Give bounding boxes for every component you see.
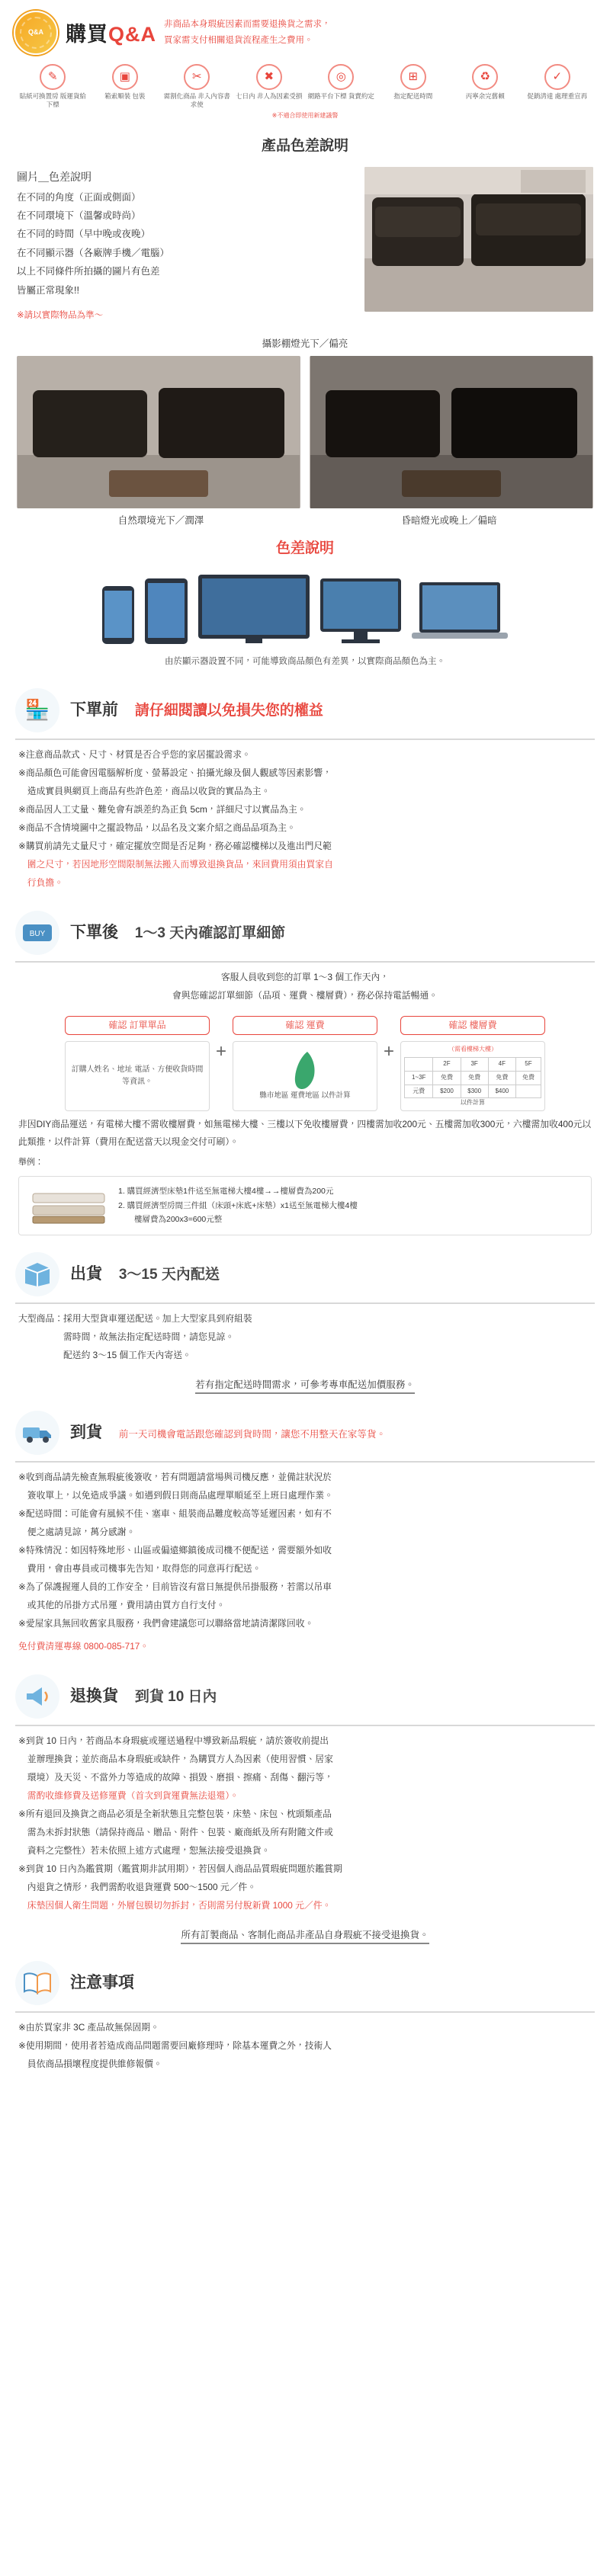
mattress-illustration-icon: [27, 1183, 111, 1229]
step-label: 確認 訂單單品: [65, 1016, 210, 1035]
qa-icon-item: [451, 64, 520, 108]
arrival-hotline: 免付費清運專線 0800-085-717。: [18, 1640, 149, 1652]
color-desc-note: ※請以實際物品為準～: [17, 310, 104, 320]
returns-footer: 所有訂製商品、客制化商品非產品自身瑕疵不接受退換貨。: [15, 1920, 595, 1947]
order-steps: [15, 1010, 595, 1116]
megaphone-icon: [15, 1674, 59, 1719]
qa-title-accent: Q&A: [108, 23, 156, 46]
icon-caption: 箱索順裝 包裝: [104, 92, 146, 100]
step-body: [233, 1041, 377, 1111]
arrival-subtitle: 前一天司機會電話跟您確認到貨時間，讓您不用整天在家等貨。: [118, 1428, 386, 1440]
scissors-icon: ✂: [184, 64, 210, 90]
qa-icon-item: [379, 64, 448, 108]
shipping-head: [15, 1246, 595, 1301]
qa-icon-item: [523, 64, 592, 108]
icon-caption: 網路平台下標 貨賣約定: [307, 92, 374, 100]
example-box: [18, 1176, 592, 1235]
after-order-subtitle: 1～3 天內確認訂單細節: [134, 925, 286, 942]
section-after-order: [0, 902, 610, 1243]
grid-icon: ⊞: [400, 64, 426, 90]
section-arrival: [0, 1402, 610, 1665]
check-icon: ✓: [544, 64, 570, 90]
example-items: 1. 購買經濟型床墊1件送至無電梯大樓4樓→→樓層費為200元 2. 購買經濟型房間三件組（床頭+床底+床墊）x1送至無電梯大樓4樓 樓層費為200x3=600元整: [118, 1187, 358, 1224]
icon-caption: 需割化商品 非入內容書求使: [163, 92, 230, 108]
shipping-list: 大型商品：採用大型貨車運送配送。加上大型家具到府組裝 需時間，故無法指定配送時間，請您見諒。 配送約 3～15 個工作天內寄送。: [18, 1312, 252, 1360]
section-returns: [0, 1665, 610, 1952]
step-body: [400, 1041, 545, 1111]
icon-caption: 指定配送時間: [393, 92, 433, 100]
note-icon: ✎: [40, 64, 66, 90]
laptop-device-icon: [410, 581, 509, 646]
package-box-icon: [15, 1252, 59, 1296]
section-notice: [0, 1952, 610, 2083]
sofa-photo-bright: [364, 167, 593, 324]
color-desc-text: 圖片＿色差說明 在不同的角度（正面或側面） 在不同環境下（溫馨或時尚） 在不同的時間（早中晚或夜晚） 在不同顯示器（各廠牌手機／電腦） 以上不同條件所拍攝的圖片有色差 皆屬正常現象!! ※請以實際物品為準～: [17, 167, 354, 324]
store-icon: 🏪: [15, 688, 59, 732]
buy-cart-icon: [15, 911, 59, 955]
step-confirm-item: [65, 1016, 210, 1111]
caption-dim: 昏暗燈光或晚上／偏暗: [401, 515, 497, 527]
shipping-subtitle: 3～15 天內配送: [118, 1266, 220, 1283]
qa-icon-note: ※不適合即使用新建議警: [271, 112, 339, 120]
after-order-head: [15, 905, 595, 960]
qa-icon-item: [235, 64, 304, 108]
qa-description: 非商品本身瑕疵因素而需要退換貨之需求， 買家需支付相關退貨流程產生之費用。: [164, 20, 331, 46]
cross-icon: ✖: [256, 64, 282, 90]
icon-caption: 貼紙可換置房 版運貨給下標: [19, 92, 86, 108]
notice-title: 注意事項: [70, 1973, 134, 1991]
two-photo-row: [0, 353, 610, 508]
plus-sign: +: [215, 1041, 226, 1062]
returns-head: [15, 1668, 595, 1723]
returns-list: ※到貨 10 日內，若商品本身瑕疵或運送過程中導致新品瑕疵，請於簽收前提出 並辦理換貨；並於商品本身瑕疵或缺件，為購買方人為因素（使用習慣、居家 環境）及天災、不當外力等造成的故障、損毀、磨損、擦痛、刮傷、翻污等， 需酌收維修費及送修運費（首次到貨運費無法退還）。 ※所有退回及換貨之商品必須是全新狀態且完整包裝，床墊、床包、枕頭類產品 需為未拆封狀態（請保持商品、贈品、附件、包裝、廠商紙及所有附隨文件或 資料之完整性）若未依照上述方式處理，恕無法接受退換貨。 ※到貨 10 日內為鑑賞期（鑑賞期非試用期），若因個人商品品質瑕疵問題於鑑賞期 內退貨之情形，我們需酌收退貨運費 500～1500 元／件。 床墊因個人衛生問題，外層包膜切勿拆封，否則需另付脫新費 1000 元／件。: [18, 1735, 342, 1911]
color-desc-block: [0, 164, 610, 332]
arrival-head: [15, 1405, 595, 1459]
book-icon: [15, 1961, 59, 2005]
step-confirm-floor-fee: [400, 1016, 545, 1111]
qa-icon-item: [18, 64, 88, 108]
fee-table-note: 以件計算: [461, 1099, 486, 1107]
section-before-order: [0, 679, 610, 902]
truck-icon: [15, 1411, 59, 1455]
shipping-footer: 若有指定配送時間需求，可參考專車配送加價服務。: [15, 1370, 595, 1397]
icon-caption: 促銷清達 處理重宣再: [527, 92, 588, 100]
notice-list: ※由於買家非 3C 產品故無保固期。 ※使用期間，使用者若造成商品問題需要回廠修理時，除基本運費之外，技術人 員依商品損壞程度提供維修報價。: [18, 2021, 332, 2069]
svg-text:BUY: BUY: [29, 930, 46, 939]
step-label: 確認 運費: [233, 1016, 377, 1035]
color-desc-heading: 圖片＿色差說明: [17, 171, 92, 184]
qa-title: 購買Q&A: [66, 23, 156, 46]
tablet-device-icon: [143, 577, 189, 646]
sofa-photo-natural: [17, 356, 300, 508]
table-row: 元費 $200 $300 $400: [405, 1085, 541, 1098]
before-order-subtitle: 請仔細閱讀以免損失您的權益: [134, 703, 323, 719]
step-confirm-shipping: [233, 1016, 377, 1111]
floor-fee-table: [404, 1057, 541, 1098]
box-icon: ▣: [112, 64, 138, 90]
before-order-head: [15, 682, 595, 737]
qa-icon-item: [307, 64, 376, 108]
device-row: [0, 567, 610, 649]
sofa-photo-dim: [310, 356, 593, 508]
device-note: 由於顯示器設置不同，可能導致商品顏色有差異，以實際商品顏色為主。: [165, 656, 445, 666]
taiwan-map-icon: [292, 1051, 318, 1091]
arrival-list: ※收到商品請先檢查無瑕疵後簽收，若有問題請當場與司機反應，並備註狀況於 簽收單上，以免造成爭議。如遇到假日則商品處理單順延至上班日處理作業。 ※配送時間：可能會有風候不佳、塞車、組裝商品難度較高等延遲因素，如有不 便之處請見諒，萬分感謝。 ※特殊情況：如因特殊地形、山區或偏遠鄉鎮後成司機不便配送，需要額外如收 費用，會由專員或司機事先告知，取得您的同意再行配送。 ※為了保護握運人員的工作安全，目前皆沒有當日無提供吊掛服務，若需以吊車 或其他的吊掛方式吊運，費用請由買方自行支付。 ※愛屋家具無回收舊家具服務，我們會建議您可以聯絡當地請清潔隊回收。: [18, 1471, 333, 1629]
table-header-row: 2F 3F 4F 5F: [405, 1057, 541, 1071]
returns-title: 退換貨: [70, 1687, 118, 1705]
recycle-icon: ♻: [472, 64, 498, 90]
caption-bright: 攝影棚燈光下／偏亮: [262, 338, 348, 350]
before-order-list: ※注意商品款式、尺寸、材質是否合乎您的家居擺設需求。 ※商品顏色可能會因電腦解析度、螢幕設定、拍攝光線及個人觀感等因素影響， 造成實員與網頁上商品有些許色差，商品以收貨的實品為主。 ※商品因人工丈量、難免會有誤差約為正負 5cm，詳細尺寸以實品為主。 ※商品不含情境圖中之擺設物品，以品名及文案介紹之商品品項為主。 ※購買前請先丈量尺寸，確定擺放空間是否足夠，務必確認樓梯以及進出門尺範 圍之尺寸，若因地形空間限制無法搬入而導致退換貨品，來回費用須由買家自 行負擔。: [18, 749, 333, 889]
step-label: 確認 樓層費: [400, 1016, 545, 1035]
notice-head: [15, 1955, 595, 2010]
returns-subtitle: 到貨 10 日內: [134, 1688, 217, 1705]
after-order-title: 下單後: [70, 924, 118, 942]
tv-device-icon: [197, 573, 311, 646]
fee-caption: （需看樓梯大樓）: [448, 1046, 498, 1053]
qa-icon-row: [0, 59, 610, 111]
phone-device-icon: [101, 585, 136, 646]
step-body: 訂購人姓名、地址 電話、方便收貨時間 等資訊。: [65, 1041, 210, 1111]
qa-header: [0, 0, 610, 59]
example-title: 舉例：: [18, 1158, 43, 1168]
after-order-lines: 客服人員收到您的訂單 1～3 個工作天內， 會與您確認訂單細節（品項、運費、樓層費），務必保持電話暢通。: [172, 972, 438, 1001]
color-section-title: 產品色差說明: [261, 138, 348, 155]
icon-caption: 丙寧余完舊賴: [465, 92, 505, 100]
qa-badge-icon: [14, 11, 58, 55]
caption-natural: 自然環境光下／潤澤: [117, 515, 204, 527]
qa-badge-text: Q&A: [28, 28, 43, 37]
monitor-device-icon: [319, 577, 403, 646]
arrival-title: 到貨: [70, 1423, 102, 1441]
qa-icon-item: [162, 64, 232, 108]
section-shipping: [0, 1243, 610, 1402]
floor-fee-note: 非因DIY商品運送，有電梯大樓不需收樓層費，如無電梯大樓、三樓以下免收樓層費，四樓需加收200元、五樓需加收300元，六樓需加收400元以此類推，以件計算（費用在配送當天以現金交付可刷）。: [18, 1119, 592, 1148]
device-section-title: 色差說明: [275, 540, 334, 557]
table-row: 1~3F 免費 免費 免費 免費: [405, 1071, 541, 1085]
map-caption: 縣市地區 運費地區 以件計算: [259, 1091, 351, 1101]
target-icon: ◎: [328, 64, 354, 90]
plus-sign: +: [384, 1041, 395, 1062]
shipping-title: 出貨: [70, 1264, 102, 1283]
qa-icon-item: [91, 64, 160, 108]
icon-caption: 七日內 非人為因素受損: [236, 92, 303, 100]
sofa-photo-bright-svg: [364, 167, 593, 312]
before-order-title: 下單前: [70, 701, 118, 719]
